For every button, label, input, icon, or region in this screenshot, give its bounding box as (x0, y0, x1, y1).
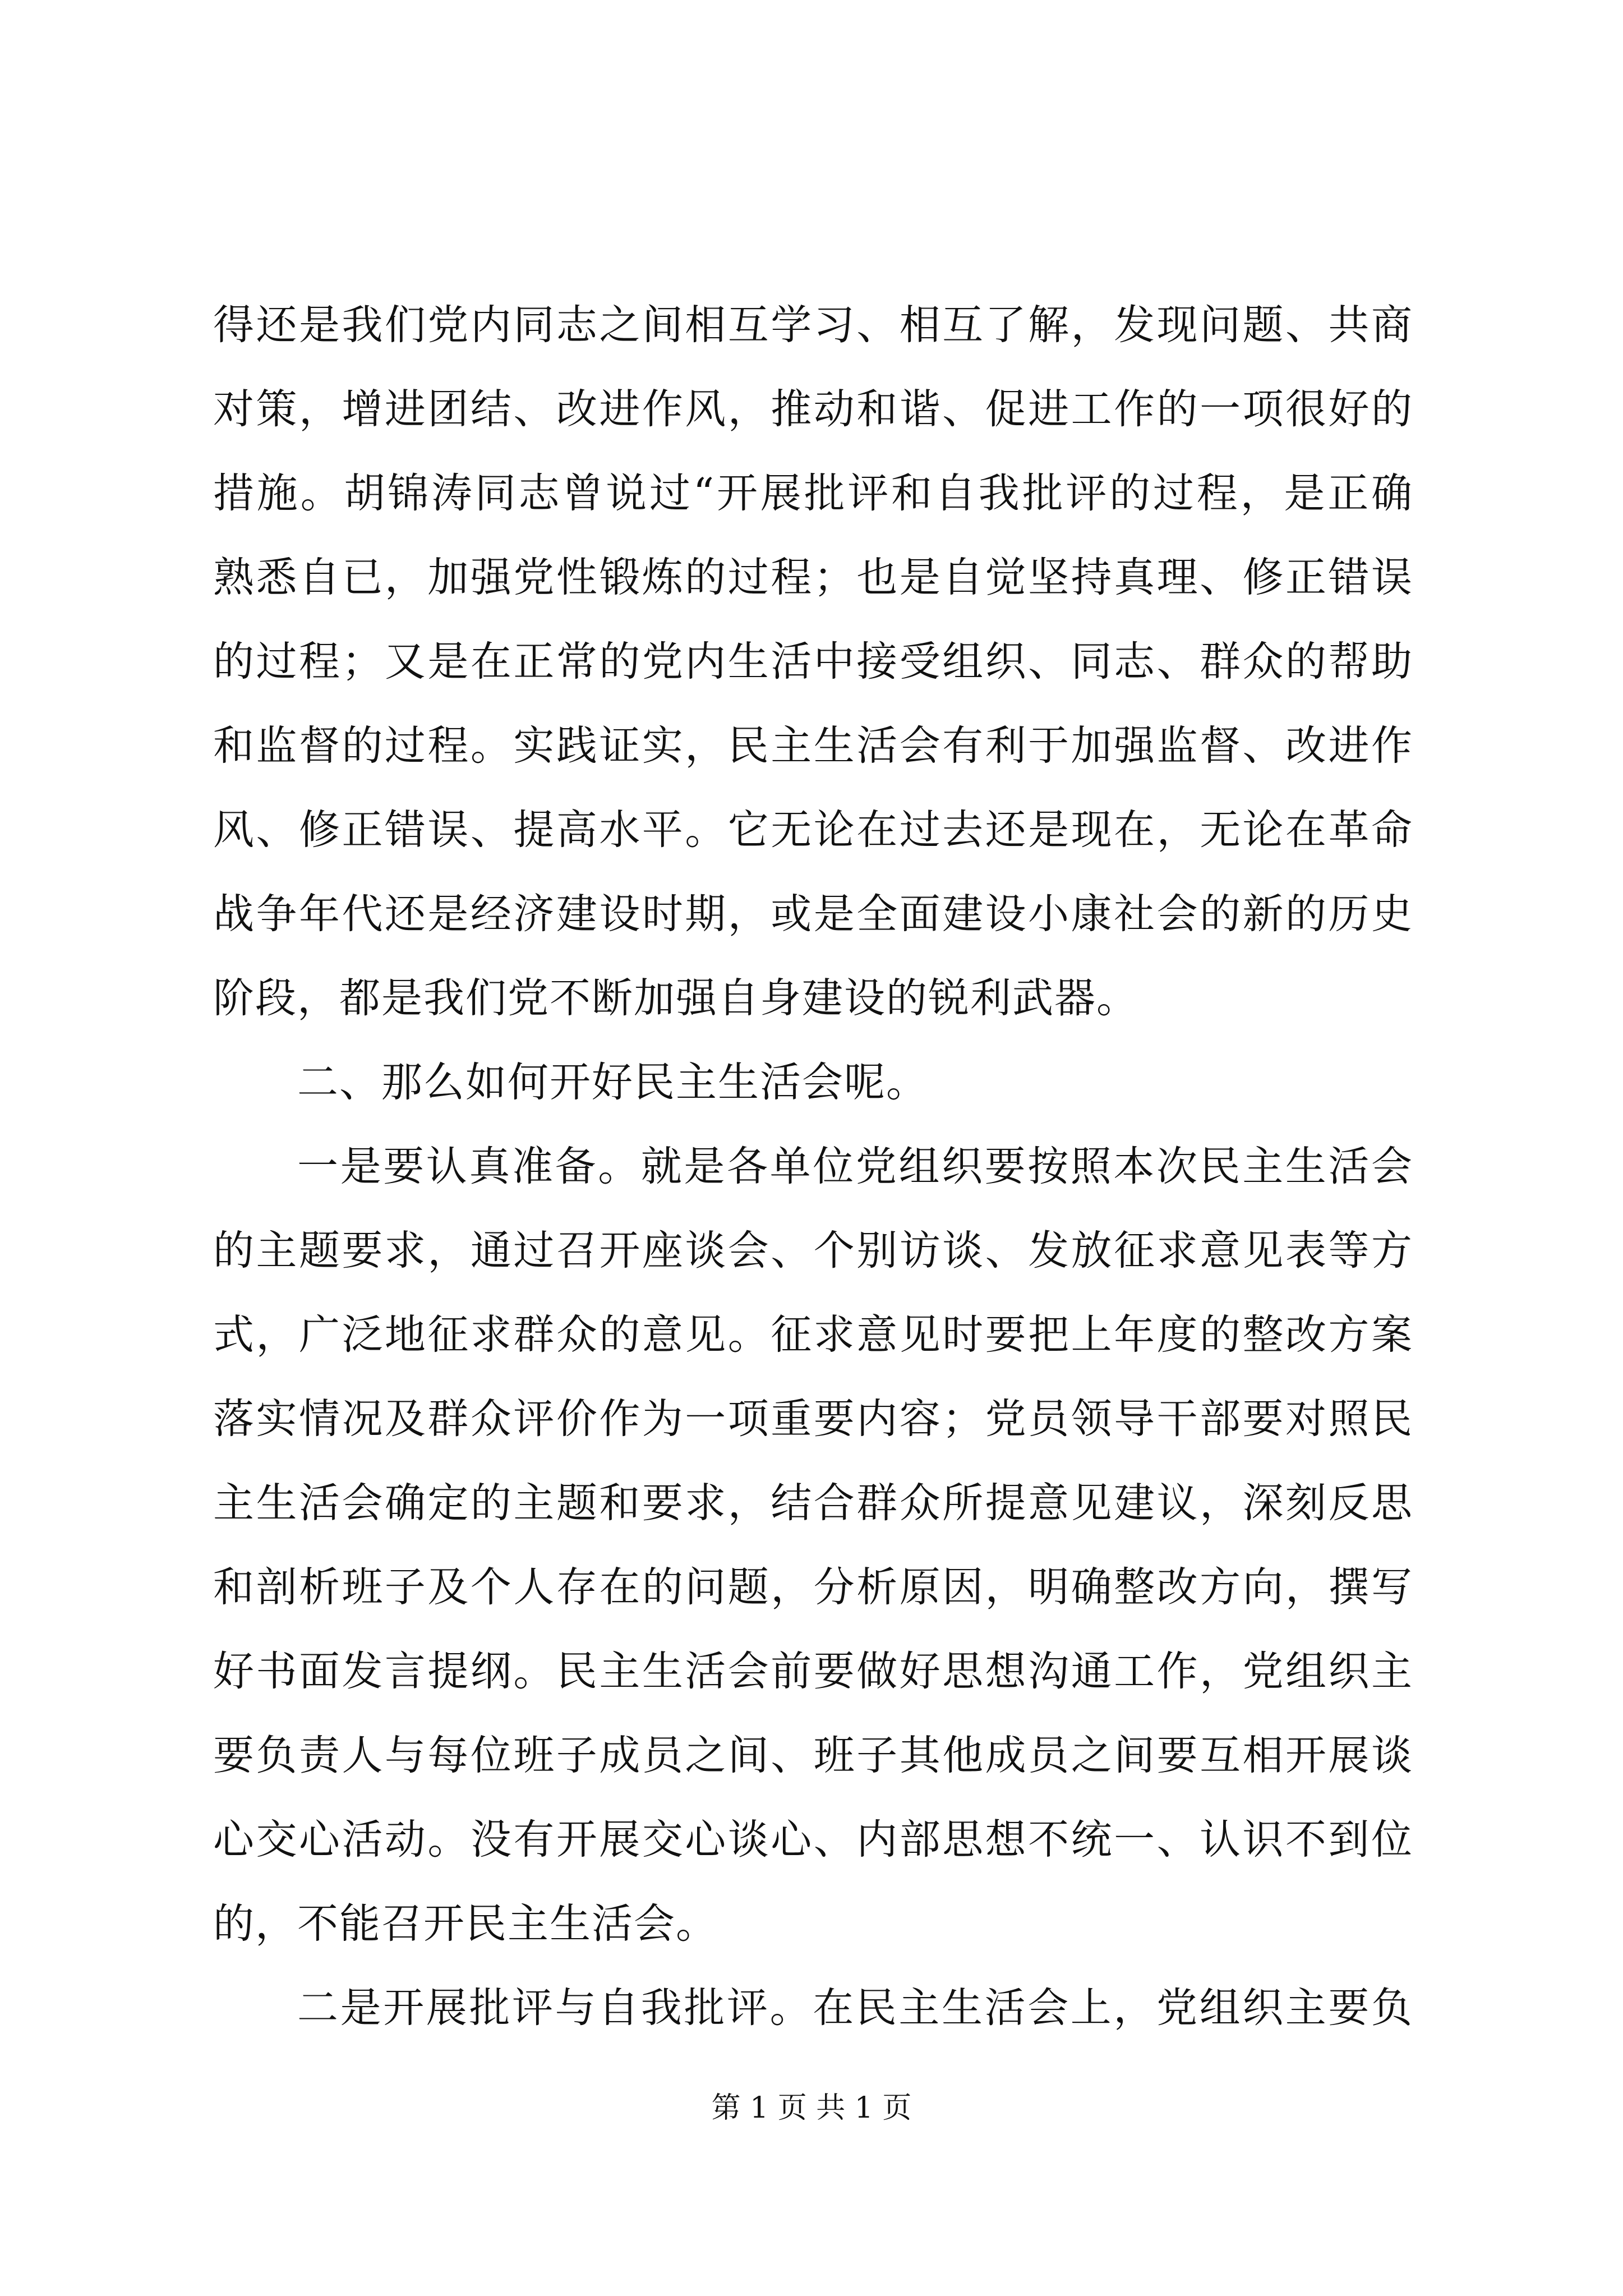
text-line: 落实情况及群众评价作为一项重要内容；党员领导干部要对照民 (213, 1395, 1413, 1443)
text-line: 的主题要求，通过召开座谈会、个别访谈、发放征求意见表等方 (213, 1227, 1413, 1274)
text-line: 好书面发言提纲。民主生活会前要做好思想沟通工作，党组织主 (213, 1648, 1413, 1695)
body-text (213, 283, 1413, 2050)
text-line: 得还是我们党内同志之间相互学习、相互了解，发现问题、共商 (213, 301, 1413, 349)
text-line: 和监督的过程。实践证实，民主生活会有利于加强监督、改进作 (213, 722, 1413, 770)
text-line: 阶段，都是我们党不断加强自身建设的锐利武器。 (213, 974, 1138, 1022)
section-heading: 二、那么如何开好民主生活会呢。 (297, 1059, 928, 1106)
text-line: 熟悉自已，加强党性锻炼的过程；也是自觉坚持真理、修正错误 (213, 554, 1413, 601)
page-footer: 第 1 页 共 1 页 (711, 2091, 912, 2125)
text-line: 心交心活动。没有开展交心谈心、内部思想不统一、认识不到位 (213, 1816, 1413, 1864)
text-line: 对策，增进团结、改进作风，推动和谐、促进工作的一项很好的 (213, 385, 1413, 433)
text-line: 措施。胡锦涛同志曾说过“开展批评和自我批评的过程，是正确 (213, 470, 1413, 517)
text-line: 风、修正错误、提高水平。它无论在过去还是现在，无论在革命 (213, 806, 1413, 854)
text-line: 二是开展批评与自我批评。在民主生活会上，党组织主要负 (297, 1984, 1413, 2032)
text-line: 主生活会确定的主题和要求，结合群众所提意见建议，深刻反思 (213, 1479, 1413, 1527)
text-line: 和剖析班子及个人存在的问题，分析原因，明确整改方向，撰写 (213, 1563, 1413, 1611)
text-line: 一是要认真准备。就是各单位党组织要按照本次民主生活会 (297, 1143, 1413, 1190)
text-line: 战争年代还是经济建设时期，或是全面建设小康社会的新的历史 (213, 890, 1413, 938)
text-line: 要负责人与每位班子成员之间、班子其他成员之间要互相开展谈 (213, 1732, 1413, 1779)
text-line: 式，广泛地征求群众的意见。征求意见时要把上年度的整改方案 (213, 1311, 1413, 1359)
text-line: 的，不能召开民主生活会。 (213, 1900, 718, 1948)
text-line: 的过程；又是在正常的党内生活中接受组织、同志、群众的帮助 (213, 638, 1413, 685)
